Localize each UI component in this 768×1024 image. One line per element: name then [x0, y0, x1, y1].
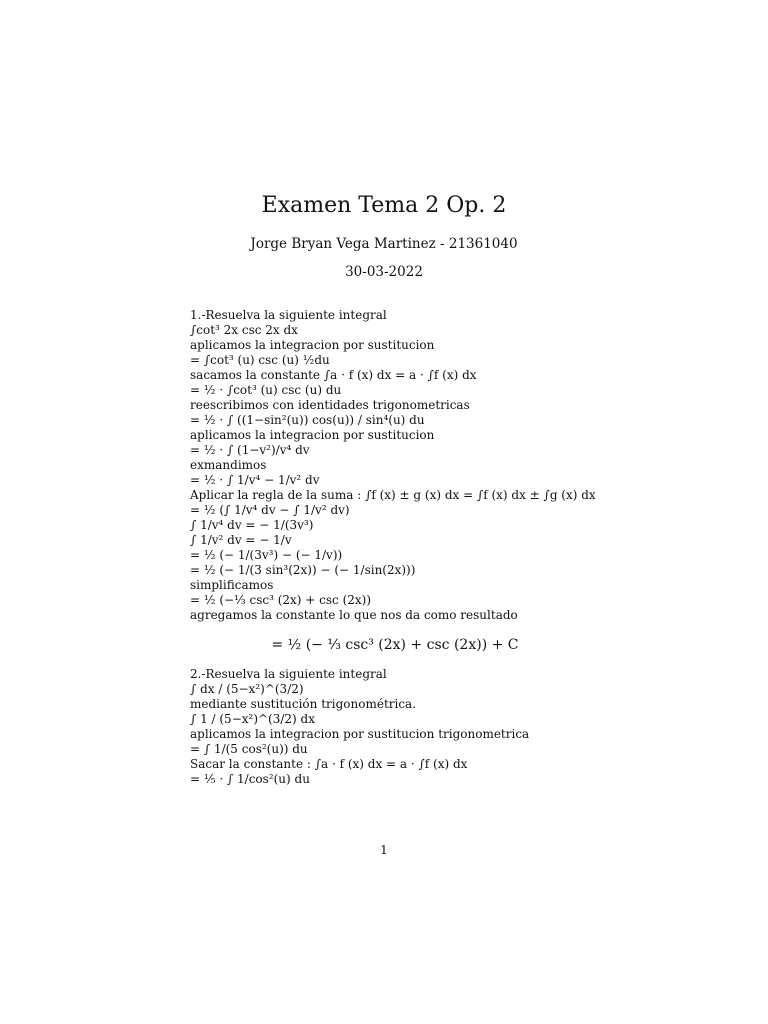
- body-line: = ½ · ∫ ((1−sin²(u)) cos(u)) / sin⁴(u) du: [190, 413, 425, 427]
- document-title: Examen Tema 2 Op. 2: [261, 193, 507, 218]
- body-line: ∫ 1/v⁴ dv = − 1/(3v³): [190, 518, 314, 532]
- body-line: ∫cot³ 2x csc 2x dx: [190, 323, 298, 337]
- body-line: Aplicar la regla de la suma : ∫f (x) ± g (x) dx = ∫f (x) dx ± ∫g (x) dx: [190, 488, 596, 502]
- body-line: = ½ (−⅓ csc³ (2x) + csc (2x)): [190, 593, 372, 607]
- body-line: aplicamos la integracion por sustitucion: [190, 428, 435, 442]
- body-line: reescribimos con identidades trigonometricas: [190, 398, 470, 412]
- document-author: Jorge Bryan Vega Martinez - 21361040: [250, 236, 518, 252]
- body-line: aplicamos la integracion por sustitucion: [190, 338, 435, 352]
- body-line: exmandimos: [190, 458, 267, 472]
- body-line: ∫ 1/v² dv = − 1/v: [190, 533, 292, 547]
- body-line: = ½ (∫ 1/v⁴ dv − ∫ 1/v² dv): [190, 503, 350, 517]
- body-line: = ½ (− 1/(3 sin³(2x)) − (− 1/sin(2x))): [190, 563, 416, 577]
- body-line: ∫ dx / (5−x²)^(3/2): [190, 682, 304, 696]
- body-line: mediante sustitución trigonométrica.: [190, 697, 417, 711]
- display-equation: = ½ (− ⅓ csc³ (2x) + csc (2x)) + C: [271, 637, 519, 653]
- body-line: 2.-Resuelva la siguiente integral: [190, 667, 387, 681]
- body-line: aplicamos la integracion por sustitucion trigonometrica: [190, 727, 530, 741]
- body-line: ∫ 1 / (5−x²)^(3/2) dx: [190, 712, 315, 726]
- body-line: simplificamos: [190, 578, 274, 592]
- document-body: [190, 308, 610, 787]
- body-line: = ½ (− 1/(3v³) − (− 1/v)): [190, 548, 343, 562]
- document-date: 30-03-2022: [345, 264, 423, 280]
- body-line: = ½ · ∫cot³ (u) csc (u) du: [190, 383, 342, 397]
- body-line: Sacar la constante : ∫a · f (x) dx = a · ∫f (x) dx: [190, 757, 468, 771]
- body-line: 1.-Resuelva la siguiente integral: [190, 308, 387, 322]
- body-line: = ∫ 1/(5 cos²(u)) du: [190, 742, 308, 756]
- page-number: 1: [380, 843, 388, 857]
- body-line: agregamos la constante lo que nos da como resultado: [190, 608, 518, 622]
- body-line: sacamos la constante ∫a · f (x) dx = a · ∫f (x) dx: [190, 368, 477, 382]
- body-line: = ∫cot³ (u) csc (u) ½du: [190, 353, 330, 367]
- body-line: = ½ · ∫ (1−v²)/v⁴ dv: [190, 443, 310, 457]
- body-line: = ⅕ · ∫ 1/cos²(u) du: [190, 772, 310, 786]
- body-line: = ½ · ∫ 1/v⁴ − 1/v² dv: [190, 473, 320, 487]
